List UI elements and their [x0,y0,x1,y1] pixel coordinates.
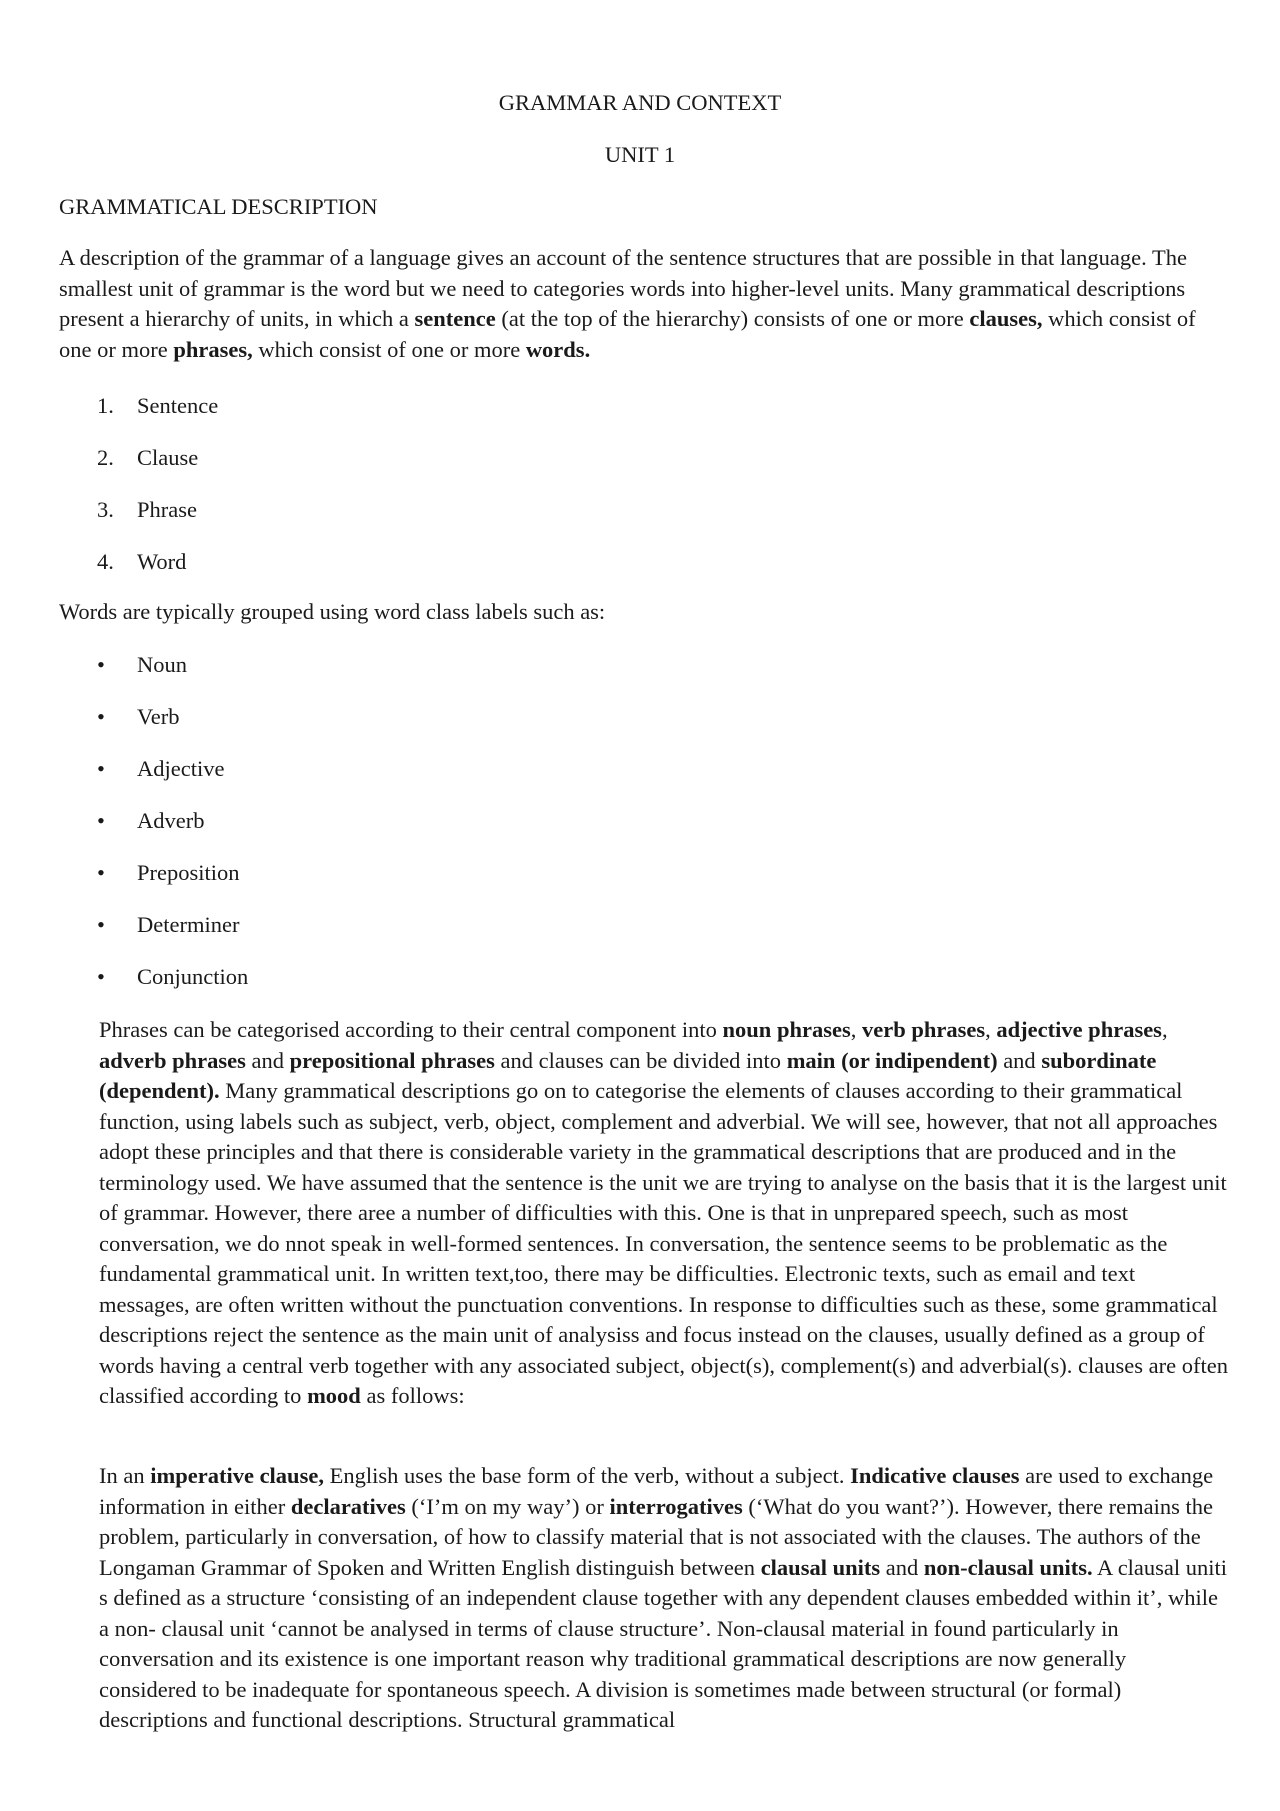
list-item [59,495,1229,547]
bold-term: main (or indipendent) [786,1047,998,1073]
bullet-icon: • [97,912,105,937]
list-item-label: Verb [137,704,180,729]
paragraph-text: , [850,1017,862,1042]
bullet-icon: • [97,964,105,989]
bold-term: mood [307,1383,361,1408]
paragraph-text: (‘What do you want?’). However, there remains the problem, particularly in conversation, of how to classify material that is not associated with the clauses. The authors of the Longaman Grammar of Spoken and Written English distinguish between [99,1493,1213,1580]
bold-term: subordinate (dependent). [99,1047,1157,1103]
list-item [59,443,1229,495]
list-item-label: Sentence [137,393,219,418]
paragraph-text: Many grammatical descriptions go on to categorise the elements of clauses according to their grammatical function, using labels such as subject, verb, object, complement and adverbial. We will see, however, that not all approaches adopt these principles and that there is considerable variety in the grammatical descriptions that are produced and in the terminology used. We have assumed that the sentence is the unit we are trying to analyse on the basis that it is the largest unit of grammar. However, there aree a number of difficulties with this. One is that in unprepared speech, such as most conversation, we do nnot speak in well-formed sentences. In conversation, the sentence seems to be problematic as the fundamental grammatical unit. In written text,too, there may be difficulties. Electronic texts, such as email and text messages, are often written without the punctuation conventions. In response to difficulties such as these, some grammatical descriptions reject the sentence as the main unit of analysiss and focus instead on the clauses, usually defined as a group of words having a central verb together with any associated subject, object(s), complement(s) and adverbial(s). clauses are often classified according to [99,1078,1228,1408]
intro-paragraph [59,243,1229,365]
intro-text: (at the top of the hierarchy) consists of one or more [495,306,970,331]
bold-term: sentence [414,306,496,331]
list-item [59,858,1229,910]
paragraph-text: and [245,1047,290,1073]
bullet-icon: • [97,652,105,677]
mood-paragraph [99,1461,1229,1736]
list-item-label: Conjunction [137,964,249,989]
unit-heading: UNIT 1 [604,142,676,167]
paragraph-text: Phrases can be categorised according to their central component into [99,1017,723,1042]
paragraph-text: , [985,1017,997,1042]
bold-term: prepositional phrases [289,1047,495,1073]
paragraph-text: and [997,1047,1042,1073]
list-number: 1. [97,393,114,418]
list-item-label: Preposition [137,860,240,885]
paragraph-text: as follows: [360,1383,465,1408]
list-item-label: Adverb [137,808,205,833]
bold-term: words. [525,336,591,362]
word-classes-list [59,650,1229,1014]
bold-term: Indicative clauses [850,1463,1020,1488]
bold-term: adverb phrases [99,1047,246,1073]
list-item-label: Clause [137,445,199,470]
paragraph-text: , [1161,1017,1168,1042]
bold-term: verb phrases [861,1017,986,1042]
bold-term: clausal units [760,1554,881,1580]
paragraph-text: In an [99,1463,151,1488]
list-item [59,910,1229,962]
list-item [59,806,1229,858]
list-item-label: Determiner [137,912,240,937]
list-item-label: Adjective [137,756,225,781]
list-item [59,650,1229,702]
phrases-paragraph [99,1015,1229,1412]
paragraph-text: and clauses can be divided into [494,1047,787,1073]
units-hierarchy-list [59,391,1229,599]
list-number: 3. [97,497,114,522]
intro-text: which consist of one or more [252,336,526,362]
bold-term: phrases, [173,336,253,362]
paragraph-text: are used to exchange information in either [99,1463,1214,1519]
word-classes-intro: Words are typically grouped using word class labels such as: [59,599,606,624]
bold-term: noun phrases [722,1017,851,1042]
list-item [59,547,1229,599]
bold-term: imperative clause, [150,1463,324,1488]
paragraph-text: English uses the base form of the verb, without a subject. [323,1463,851,1488]
bold-term: interrogatives [609,1493,743,1519]
list-item [59,754,1229,806]
intro-text: A description of the grammar of a language gives an account of the sentence structures that are possible in that language. The smallest unit of grammar is the word but we need to categories words into higher-level units. Many grammatical descriptions present a hierarchy of units, in which a [59,245,1187,331]
section-heading: GRAMMATICAL DESCRIPTION [59,194,378,219]
list-item [59,391,1229,443]
list-number: 2. [97,445,114,470]
bullet-icon: • [97,756,105,781]
bold-term: non-clausal units. [923,1554,1093,1580]
paragraph-text: A clausal uniti s defined as a structure ‘consisting of an independent clause together with any dependent clauses embedded within it’, while a non- clausal unit ‘cannot be analysed in terms of clause structure’. Non-clausal material in found particularly in conversation and its existence is one important reason why traditional grammatical descriptions are now generally considered to be inadequate for spontaneous speech. A division is sometimes made between structural (or formal) descriptions and functional descriptions. Structural grammatical [99,1554,1228,1732]
paragraph-text: (‘I’m on my way’) or [405,1493,610,1519]
list-item [59,962,1229,1014]
intro-text: which consist of one or more [59,306,1196,362]
list-item [59,702,1229,754]
bullet-icon: • [97,808,105,833]
bold-term: declaratives [290,1493,406,1519]
bold-term: adjective phrases [996,1017,1162,1042]
document-title: GRAMMAR AND CONTEXT [498,90,782,115]
list-item-label: Noun [137,652,187,677]
bullet-icon: • [97,704,105,729]
bullet-icon: • [97,860,105,885]
bold-term: clauses, [969,306,1043,331]
paragraph-text: and [880,1554,924,1580]
list-number: 4. [97,549,114,574]
list-item-label: Word [137,549,187,574]
list-item-label: Phrase [137,497,197,522]
